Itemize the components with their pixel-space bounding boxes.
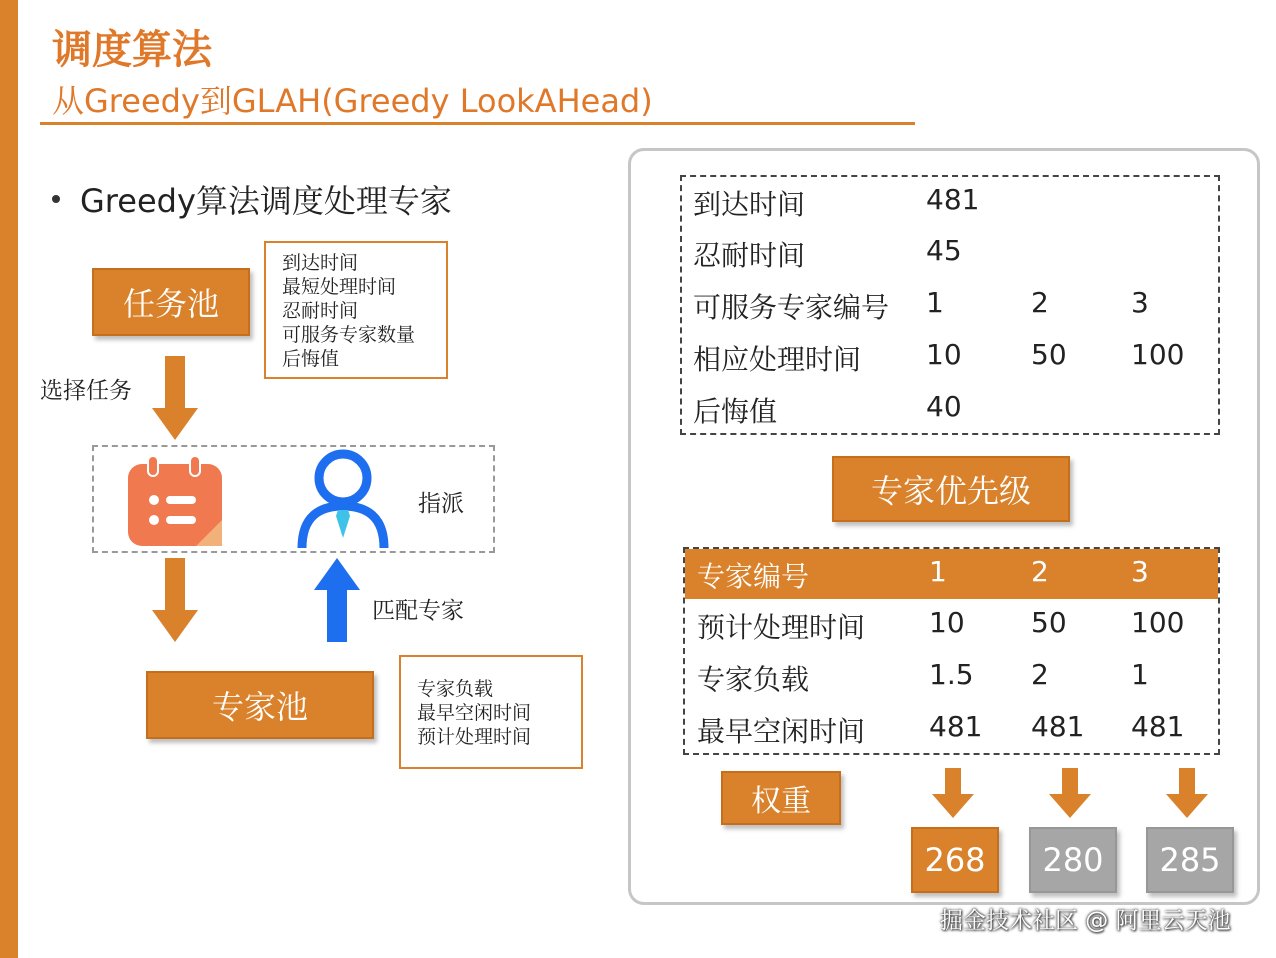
expert-table-header-value: 2 <box>1031 555 1049 588</box>
task-attribute: 可服务专家数量 <box>282 324 416 346</box>
task-table-value: 40 <box>926 390 962 423</box>
task-table-label: 忍耐时间 <box>693 239 806 272</box>
bullet-text: Greedy算法调度处理专家 <box>80 182 452 220</box>
task-table-label: 相应处理时间 <box>693 343 862 376</box>
bullet-heading <box>52 176 452 222</box>
expert-priority-box: 专家优先级 <box>832 456 1070 522</box>
expert-attribute: 最早空闲时间 <box>417 702 532 724</box>
expert-table-header-value: 3 <box>1131 555 1149 588</box>
match-expert-label: 匹配专家 <box>372 598 464 624</box>
expert-table-label: 预计处理时间 <box>697 611 866 644</box>
expert-score: 268 <box>911 827 999 893</box>
expert-score: 280 <box>1029 827 1117 893</box>
left-accent-bar <box>0 0 18 958</box>
bullet-dot <box>52 195 60 203</box>
task-table-value: 2 <box>1031 286 1049 319</box>
expert-table-value: 100 <box>1131 606 1185 639</box>
task-attribute: 最短处理时间 <box>282 276 397 298</box>
expert-table-value: 481 <box>1031 710 1085 743</box>
expert-attribute: 专家负载 <box>417 678 494 700</box>
expert-table-value: 10 <box>929 606 965 639</box>
arrow-down-icon <box>1049 768 1091 820</box>
expert-table-header-value: 1 <box>929 555 947 588</box>
arrow-down-icon <box>152 558 198 644</box>
page-subtitle: 从Greedy到GLAH(Greedy LookAHead) <box>52 82 653 120</box>
task-table-value: 3 <box>1131 286 1149 319</box>
task-calendar-icon <box>126 456 226 548</box>
task-table-value: 10 <box>926 338 962 371</box>
expert-table-label: 最早空闲时间 <box>697 715 866 748</box>
arrow-down-icon <box>152 356 198 442</box>
expert-attribute: 预计处理时间 <box>417 726 532 748</box>
expert-attributes-box <box>399 655 583 769</box>
expert-table-label: 专家负载 <box>697 663 810 696</box>
expert-table-value: 2 <box>1031 658 1049 691</box>
task-table-label: 后悔值 <box>693 395 778 428</box>
title-divider <box>40 122 915 125</box>
expert-table-value: 481 <box>1131 710 1185 743</box>
task-table-label: 可服务专家编号 <box>693 291 890 324</box>
expert-table-value: 1.5 <box>929 658 974 691</box>
task-attribute: 到达时间 <box>282 252 359 274</box>
task-pool-box: 任务池 <box>92 268 250 336</box>
task-attribute: 后悔值 <box>282 348 340 370</box>
expert-pool-box: 专家池 <box>146 671 374 739</box>
expert-table-value: 481 <box>929 710 983 743</box>
assign-label: 指派 <box>418 491 464 517</box>
page-title: 调度算法 <box>52 27 212 73</box>
task-table-value: 1 <box>926 286 944 319</box>
task-table-value: 50 <box>1031 338 1067 371</box>
task-table-value: 100 <box>1131 338 1185 371</box>
task-table-label: 到达时间 <box>693 188 806 221</box>
watermark: 掘金技术社区 @ 阿里云天池 <box>940 908 1231 934</box>
expert-table-value: 1 <box>1131 658 1149 691</box>
arrow-down-icon <box>932 768 974 820</box>
weight-box: 权重 <box>721 771 841 825</box>
arrow-up-icon <box>314 558 360 644</box>
task-table-value: 481 <box>926 183 980 216</box>
expert-score: 285 <box>1146 827 1234 893</box>
expert-table-value: 50 <box>1031 606 1067 639</box>
expert-user-icon <box>294 446 392 550</box>
arrow-down-icon <box>1166 768 1208 820</box>
task-table-value: 45 <box>926 234 962 267</box>
select-task-label: 选择任务 <box>40 378 132 404</box>
task-attributes-box <box>264 241 448 379</box>
task-attribute: 忍耐时间 <box>282 300 359 322</box>
expert-table-header-label: 专家编号 <box>697 560 810 593</box>
